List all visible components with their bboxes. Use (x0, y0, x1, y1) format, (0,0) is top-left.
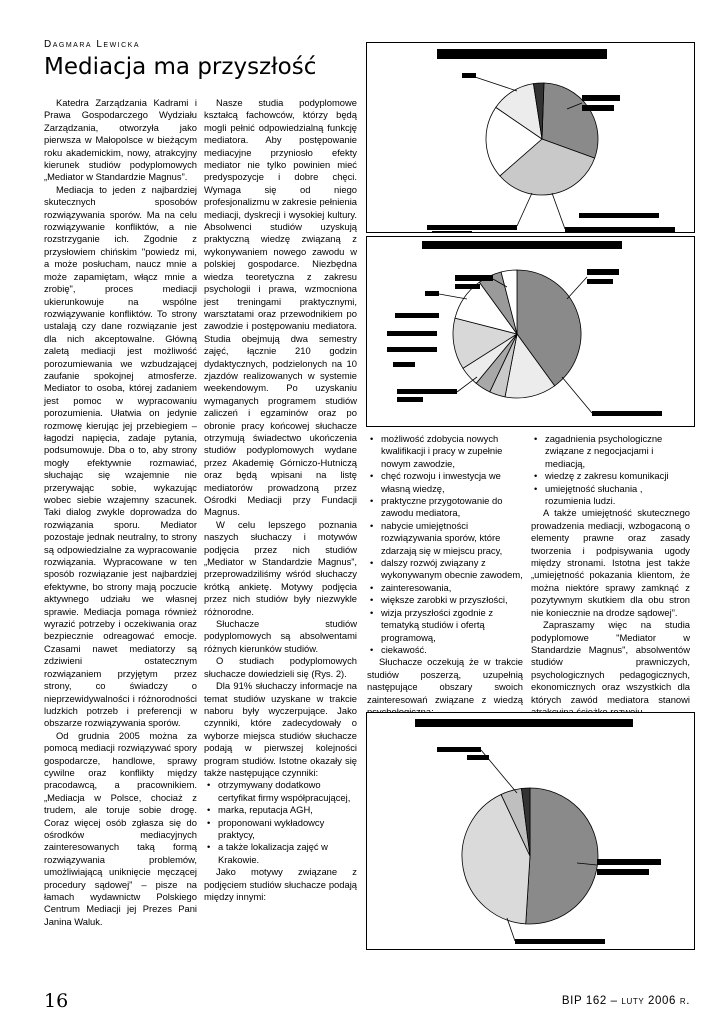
text-column-4 (531, 433, 690, 718)
motive-list (367, 433, 523, 656)
redacted-title (437, 49, 607, 59)
paragraph: Jako motywy związane z podjęciem studiów słuchacze podają między innymi: (204, 866, 357, 902)
list-item: • ciekawość. (381, 644, 523, 656)
factor-list (204, 779, 357, 866)
list-item: • nabycie umiejętności rozwiązywania sporów, które zdarzają się w miejscu pracy, (381, 520, 523, 557)
redacted-label (592, 411, 662, 416)
interest-list-continued (531, 433, 690, 507)
pie-chart-1 (366, 42, 695, 233)
list-item: • dalszy rozwój związany z wykonywanym obecnie zawodem, (381, 557, 523, 582)
list-item: • a także lokalizacja zajęć w Krakowie. (218, 841, 357, 866)
redacted-label (582, 105, 614, 111)
redacted-label (579, 213, 659, 218)
list-item: • zagadnienia psychologiczne związane z negocjacjami i mediacją, (545, 433, 690, 470)
pie-chart-2 (366, 236, 695, 427)
redacted-label (427, 225, 517, 230)
text-column-1 (44, 97, 197, 928)
redacted-label (455, 284, 480, 289)
redacted-title (415, 719, 633, 727)
redacted-label (597, 869, 649, 875)
redacted-label (393, 362, 415, 367)
paragraph: Katedra Zarządzania Kadrami i Prawa Gospodarczego Wydziału Zarządzania, otworzyła jako pierwsza w Małopolsce w bieżącym roku akademickim, nowy, atrakcyjny kierunek studiów podyplomowych „Mediator w Standardzie Magnus”. (44, 97, 197, 183)
list-item: • proponowani wykładowcy praktycy, (218, 817, 357, 842)
paragraph: Od grudnia 2005 można za pomocą mediacji rozwiązywać spory gospodarcze, handlowe, sprawy cywilne oraz konflikty między pracodawcą, a pracownikiem. „Mediacja w Polsce, chociaż z trudem, ale toruje sobie drogę. Coraz więcej osób zgłasza się do ośrodków mediacyjnych zainteresowanych taką formą rozwiązywania problemów, umożliwiającą uniknięcie męczącej procedury sądowej” – pisze na łamach wydawnictw Polskiego Centrum Mediacji jej Prezes Pani Janina Waluk. (44, 729, 197, 927)
redacted-label (387, 331, 437, 336)
leader-line (439, 294, 467, 299)
leader-line (567, 277, 587, 299)
pie-chart-2-svg (367, 237, 694, 426)
leader-line (457, 377, 477, 392)
list-item: • możliwość zdobycia nowych kwalifikacji i pracy w zupełnie nowym zawodzie, (381, 433, 523, 470)
paragraph: Nasze studia podyplomowe kształcą fachowców, którzy będą mogli pełnić odpowiedzialną funkcję mediatora. Aby postępowanie mediacyjne przyniosło efekty mediator nie tylko powinien mieć predyspozycje i dobre chęci. Wymaga się od niego profesjonalizmu w zakresie pełnienia mediacji, dyskrecji i wysokiej kultury. Absolwenci studiów uzyskują praktyczną wiedzę związaną z wykonywaniem nowego zawodu w polskiej gospodarce. Niezbędna wiedza teoretyczna z zakresu psychologii i prawa, wzmocniona jest treningami praktycznymi, warsztatami oraz przewodnikiem po zawodzie i postępowaniu mediatora. Studia obejmują dwa semestry zajęć, łącznie 210 godzin dydaktycznych, podzielonych na 10 zjazdów realizowanych w systemie weekendowym. Po uzyskaniu wymaganych programem studiów zaliczeń i egzaminów oraz po obronie pracy końcowej słuchacze otrzymują świadectwo ukończenia studiów podyplomowych wydane przez Akademię Górniczo-Hutniczą oraz będą wpisani na listę mediatorów prowadzoną przez Ośrodki Mediacji przy Fundacji Magnus. (204, 97, 357, 518)
article-title: Mediacja ma przyszłość (44, 54, 317, 80)
list-item: • wizja przyszłości zgodnie z tematyką studiów i ofertą programową, (381, 607, 523, 644)
pie-chart-3-svg (367, 713, 694, 949)
redacted-title (422, 241, 622, 249)
paragraph: Słuchacze oczekują że w trakcie studiów poszerzą, uzupełnią następujące obszary swoich zainteresowań związane z wiedzą (367, 656, 523, 705)
redacted-label (395, 313, 439, 318)
list-item: • praktyczne przygotowanie do zawodu mediatora, (381, 495, 523, 520)
paragraph: W celu lepszego poznania naszych słuchaczy i motywów podjęcia przez nich studiów „Mediator w Standardzie Magnus”, przeprowadziliśmy wśród słuchaczy krótką ankietę. Motywy podjęcia przez nich studiów były niezwykle różnorodne. (204, 518, 357, 617)
redacted-label (587, 269, 619, 275)
author-name: Dagmara Lewicka (44, 39, 141, 50)
paragraph: A także umiejętność skutecznego prowadzenia mediacji, wzbogaconą o elementy prawne oraz zasady tworzenia i podpisywania ugody między stronami. Istotna jest także „umiejętność pokazania klientom, że można niektóre sprawy zamknąć z pozytywnym skutkiem dla obu stron nie koniecznie na drodze sądowej”. (531, 507, 690, 618)
paragraph: Dla 91% słuchaczy informacje na temat studiów uzyskane w trakcie naboru były wyczerpujące. Jako czynniki, które zadecydowały o wyborze miejsca studiów słuchacze podają w pierwszej kolejności program studiów. Istotne okazały się także następujące czynniki: (204, 680, 357, 778)
list-item: • umiejętność słuchania , rozumienia ludzi. (545, 483, 690, 508)
page-number: 16 (44, 990, 69, 1012)
redacted-label (462, 73, 476, 78)
redacted-label (587, 279, 613, 284)
pie-chart-3 (366, 712, 695, 950)
leader-line (552, 193, 565, 229)
issue-label: BIP 162 – luty 2006 r. (561, 995, 690, 1007)
leader-line (517, 193, 532, 226)
redacted-label (597, 859, 661, 865)
redacted-label (515, 939, 605, 944)
redacted-label (467, 755, 489, 760)
list-item: • większe zarobki w przyszłości, (381, 594, 523, 606)
list-item: • chęć rozwoju i inwestycja we własną wiedzę, (381, 470, 523, 495)
redacted-label (455, 275, 493, 281)
paragraph: Zapraszamy więc na studia podyplomowe "Mediator w Standardzie Magnus", absolwentów studiów prawniczych, psychologicznych pedagogicznych, ekonomicznych oraz wszystkich dla których zawód mediatora stanowi (531, 619, 690, 705)
list-item: • marka, reputacja AGH, (218, 804, 357, 816)
redacted-label (387, 347, 437, 352)
leader-line (562, 377, 592, 413)
list-item: • zainteresowania, (381, 582, 523, 594)
paragraph: Słuchacze studiów podyplomowych są absolwentami różnych kierunków studiów. (204, 618, 357, 654)
list-item: • otrzymywany dodatkowo certyfikat firmy współpracującej, (218, 779, 357, 804)
text-column-2 (204, 97, 357, 903)
text-column-3 (367, 433, 523, 743)
pie-slice (526, 788, 598, 924)
redacted-label (565, 227, 675, 232)
leader-line (475, 77, 517, 91)
pie-chart-1-svg (367, 43, 694, 232)
list-item: • wiedzę z zakresu komunikacji (545, 470, 690, 482)
redacted-label (437, 747, 481, 752)
paragraph: O studiach podyplomowych słuchacze dowiedzieli się (Rys. 2). (204, 655, 357, 679)
paragraph: Mediacja to jeden z najbardziej skutecznych sposobów rozwiązywania sporów. Ma na celu rozwiązywanie konfliktów, a nie rozstrzyganie ich. Zgodnie z przysłowiem chińskim "powiedz mi, a może posłucham, naucz mnie a może zapamiętam, włącz mnie a zrobię", proces mediacji ukierunkowuje na wspólne rozwiązywanie konfliktów. To strony ustalają czy dane rozwiązanie jest dla nich akceptowalne. Główną zaletą mediacji jest możliwość porozumiewania we wzbudzającej zaufanie spokojnej atmosferze. Mediator to osoba, której zadaniem jest pomoc w wypracowaniu porozumienia. Ułatwia on jedynie rozmowę kierując jej przebiegiem – łagodzi napięcia, zadaje pytania, podsumowuje. Dba o to, aby strony mogły efektywnie rozmawiać, słuchając się wzajemnie nie przerywając sobie, wykazując wobec siebie wzajemny szacunek. Taki dialog zwykle doprowadza do rozwiązania sporu. Mediator pozostaje jednak neutralny, to strony są odpowiedzialne za wypracowanie rozwiązania. Wypracowane w ten sposób rozwiązanie jest najbardziej efektywne, bo strony mają poczucie aktywnego udziału we własnej sprawie. Mediacja pomaga również wyrazić potrzeby i oczekiwania oraz bezpiecznie odreagować emocje. Czasami nawet mediatorzy są zdziwieni ostatecznym rozwiązaniem przyjętym przez strony, co świadczy o nieprzewidywalności i różnorodności ludzkich potrzeb i preferencji w obszarze rozwiązywania sporów. (44, 183, 197, 729)
redacted-label (397, 389, 457, 394)
redacted-label (425, 291, 439, 296)
redacted-label (397, 397, 423, 402)
redacted-label (582, 95, 620, 101)
redacted-label (432, 231, 472, 232)
